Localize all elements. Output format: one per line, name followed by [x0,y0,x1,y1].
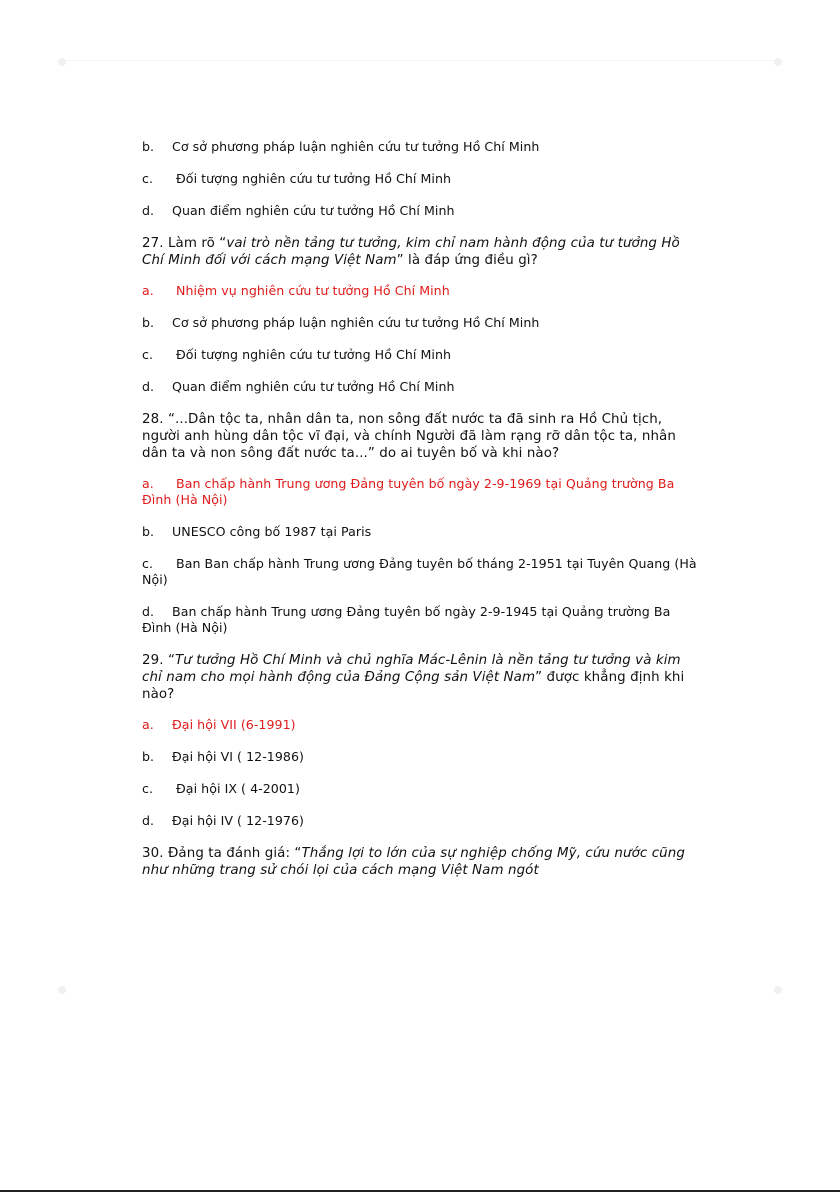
q27-option-b: b. Cơ sở phương pháp luận nghiên cứu tư tưởng Hồ Chí Minh [142,315,540,330]
page-corner-top-left [58,58,66,66]
q29-option-c: c. Đại hội IX ( 4-2001) [142,781,300,796]
question-29: 29. “Tư tưởng Hồ Chí Minh và chủ nghĩa Mác-Lênin là nền tảng tư tưởng và kim chỉ nam cho mọi hành động của Đảng Cộng sản Việt Nam” được khẳng định khi nào? [142,653,685,702]
page-corner-top-right [774,58,782,66]
page-corner-bottom-left [58,986,66,994]
q26-option-d: d. Quan điểm nghiên cứu tư tưởng Hồ Chí Minh [142,203,455,218]
q29-option-b: b. Đại hội VI ( 12-1986) [142,749,304,764]
q27-option-c: c. Đối tượng nghiên cứu tư tưởng Hồ Chí Minh [142,347,452,362]
question-28: 28. “...Dân tộc ta, nhân dân ta, non sông đất nước ta đã sinh ra Hồ Chủ tịch, người anh hùng dân tộc vĩ đại, và chính Người đã làm rạng rỡ dân tộc ta, nhân dân ta và non sông đất nước ta...” do ai tuyên bố và khi nào? [142,412,676,461]
q28-option-b: b. UNESCO công bố 1987 tại Paris [142,524,372,539]
question-27: 27. Làm rõ “vai trò nền tảng tư tưởng, kim chỉ nam hành động của tư tưởng Hồ Chí Minh đối với cách mạng Việt Nam” là đáp ứng điều gì? [142,236,680,268]
q26-option-b: b. Cơ sở phương pháp luận nghiên cứu tư tưởng Hồ Chí Minh [142,139,540,154]
q29-option-a-answer: a. Đại hội VII (6-1991) [142,717,296,732]
q26-option-c: c. Đối tượng nghiên cứu tư tưởng Hồ Chí Minh [142,171,452,186]
q28-option-d: d. Ban chấp hành Trung ương Đảng tuyên bố ngày 2-9-1945 tại Quảng trường Ba Đình (Hà Nội) [142,604,671,635]
page-corner-bottom-right [774,986,782,994]
question-30: 30. Đảng ta đánh giá: “Thắng lợi to lớn của sự nghiệp chống Mỹ, cứu nước cũng như những trang sử chói lọi của cách mạng Việt Nam ngót [142,846,685,878]
q28-option-a-answer: a. Ban chấp hành Trung ương Đảng tuyên bố ngày 2-9-1969 tại Quảng trường Ba Đình (Hà Nội) [142,476,675,507]
q27-option-a-answer: a. Nhiệm vụ nghiên cứu tư tưởng Hồ Chí Minh [142,283,450,298]
q28-option-c: c. Ban Ban chấp hành Trung ương Đảng tuyên bố tháng 2-1951 tại Tuyên Quang (Hà Nội) [142,556,697,587]
q29-option-d: d. Đại hội IV ( 12-1976) [142,813,304,828]
q27-option-d: d. Quan điểm nghiên cứu tư tưởng Hồ Chí Minh [142,379,455,394]
document-content [142,139,698,893]
